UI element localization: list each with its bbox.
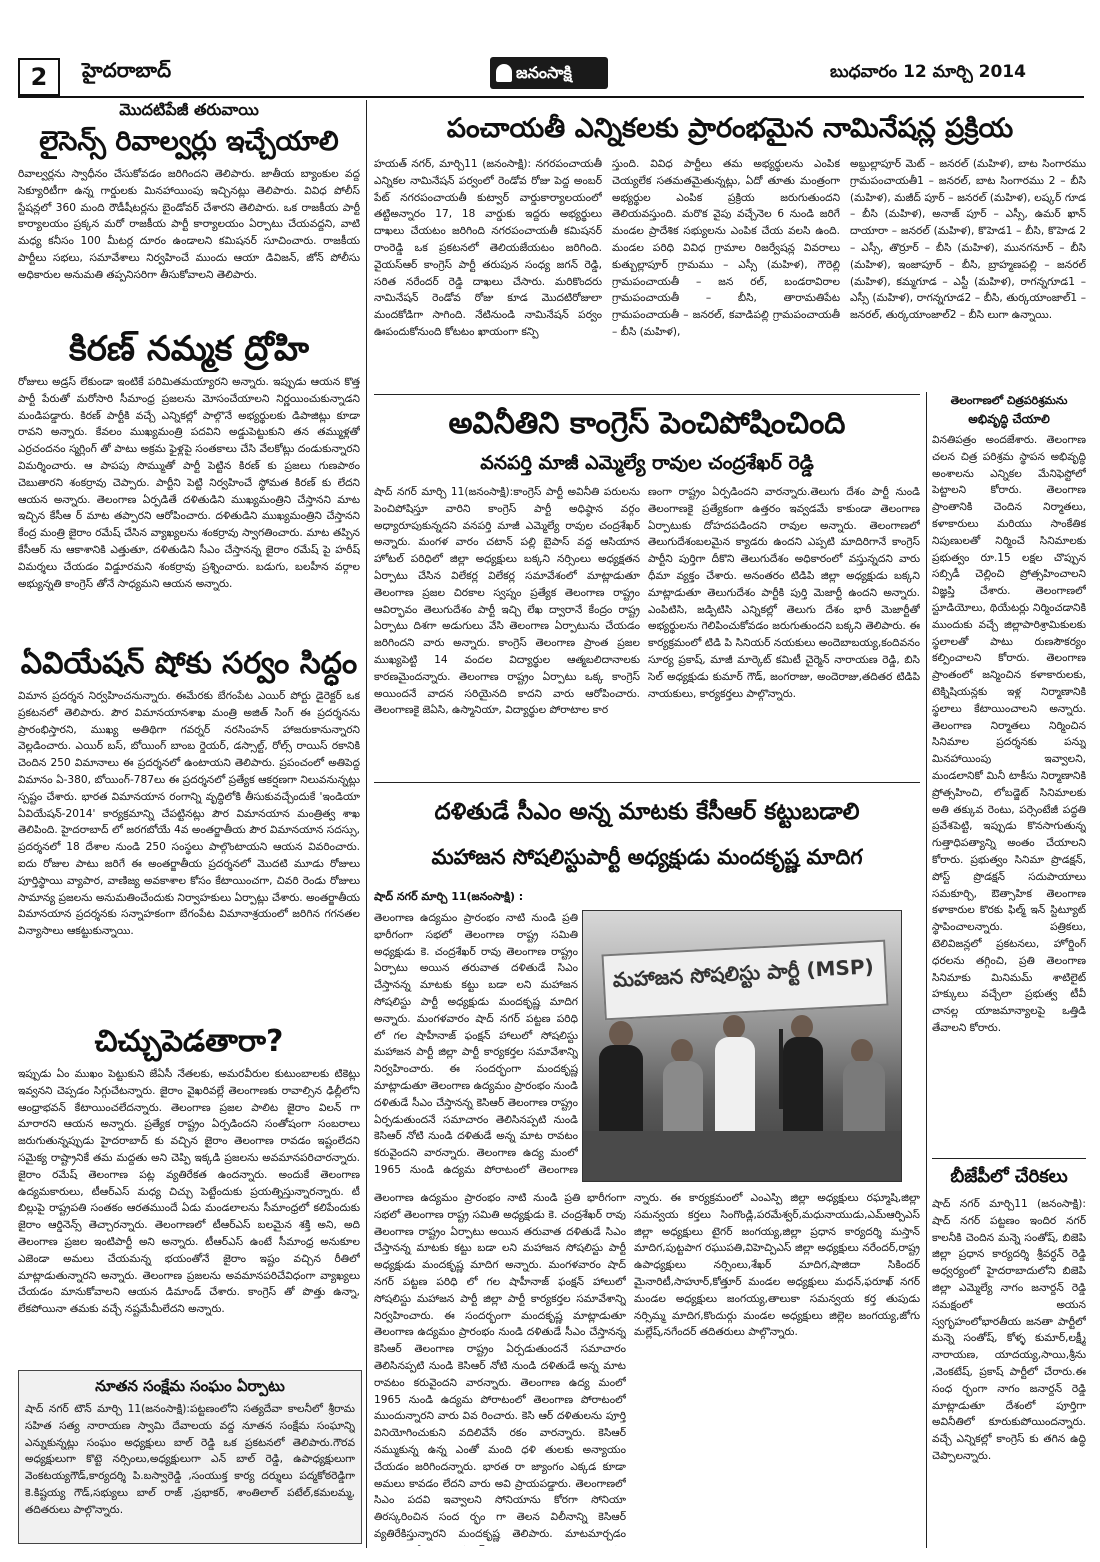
headline-cinema: అభివృద్ధి చేయాలి [968, 412, 1050, 426]
article-avineethi-col2: ణంగా రాష్ట్రం ఏర్పడిందని వారన్నారు.తెలుగు దేశం పార్టీ నుండి తెలంగాణకై ప్రత్యేకంగా ఉత్తరం ఇవ్వడమే కాకుండా తెలంగాణ ఏర్పాటుకు దోహదపడిందని రావుల అన్నారు. తెలంగాణలో తెలుగుదేశంబలమైన క్యాడరు ఉందని ఎప్పటి మాదిరిగానే కాంగ్రెస్ పార్టీని పుర్తిగా దీకొని తెలుగుదేశం అధికారంలో వస్తున్నదని వారు ధీమా వ్యక్తం చేశారు. అనంతరం టిడిపి జిల్లా అధ్యక్షుడు బక్కని మాట్లాడుతూ తెలుగుదేశం పార్టీకి పుర్తి మెజార్టీ ఉందని అన్నారు. ఎంపిటిసి, జడ్పిటిసి ఎన్నికల్లో తెలుగు దేశం భారీ మెజార్టీతో అభ్యర్థులను గెలిపించుకోవడం జరుగుతుందని బక్కని తెలిపారు. ఈ కార్యక్రమంలో టిడి పి సినియర్ నయకులు అందెబాబయ్య,కందివనం సూర్య ప్రకాష్, మాజీ మార్కెట్ కమిటీ చైర్మెన్ నారాయణ రెడ్డి, బిసి సెల్ అధ్యక్షుడు కుమార్ గౌడ్, జంగరాజు, అందెరాజు,తదితర టిడిపి నాయకులు, కార్యకర్తలు పాల్గొన్నారు. [648, 486, 920, 700]
article-cinema: వినతిపత్రం అందజేశారు. తెలంగాణ చలన చిత్ర పరిశ్రమ స్థాపన అభివృద్ధి అంశాలను ఎన్నికల మేనిఫెస్టోలో పెట్టాలని కోరారు. తెలంగాణ ప్రాంతానికి చెందిన నిర్మాతలు, కళాకారులు మరియు సాంకేతిక నిపుణులతో నిర్మించే సినిమాలకు ప్రభుత్వం రూ.15 లక్షల చొప్పున సబ్సిడీ చెల్లించి ప్రోత్సహించాలని విజ్ఞప్తి చేశారు. తెలంగాణలో స్టూడియోలు, థియేటర్లు నిర్మించడానికి ముందుకు వచ్చే జిల్లాపారిశ్రామికులకు స్థలాలతో పాటు రుణసౌకర్యం కల్పించాలని కోరారు. తెలంగాణ ప్రాంతంలో జన్మించిన కళాకారులకు, టెక్నిషియన్లకు ఇళ్ల నిర్మాణానికి స్థలాలు కేటాయించాలని అన్నారు. తెలంగాణ నిర్మాతలు నిర్మించిన సినిమాల ప్రదర్శనకు పన్ను మినహాయింపు ఇవ్వాలని, మండలానికో మినీ టాకీసు నిర్మాణానికి ప్రోత్సహించి, లోబడ్జెట్ సినిమాలకు అతి తక్కువ రెంటు, పర్సెంటేజీ పద్ధతి ప్రవేశపెట్టి, ఇప్పుడు కొనసాగుతున్న గుత్తాధిపత్యాన్ని అంతం చేయాలని కోరారు. ప్రభుత్వం సినిమా ప్రొడక్షన్, పోస్ట్ ప్రొడక్షన్ సదుపాయాలు సమకూర్చి, ఔత్సాహిక తెలంగాణ కళాకారుల కొరకు ఫిల్మ్ ఇన్ స్టిట్యూట్ స్థాపించాలన్నారు. పత్రికలు, టెలివిజన్లలో ప్రకటనలు, హోర్డింగ్ ధరలను తగ్గించి, ప్రతి తెలంగాణ సినిమాకు మినిమమ్ శాటిలైట్ హక్కులు వచ్చేలా ప్రభుత్వ టీవీ చానల్ల యాజమాన్యాలపై ఒత్తిడి తేవాలని కోరారు. [932, 434, 1086, 1034]
subhead-dalit: మహాజన సోషలిస్టుపార్టీ అధ్యక్షుడు మందకృష్ణ మాదిగ [431, 845, 863, 869]
stage-table [583, 1131, 901, 1181]
person [663, 1061, 703, 1135]
welfare-box [18, 1370, 362, 1544]
article-licence: రివాల్వర్లను స్వాధీనం చేసుకోవడం జరిగిందని తెలిపారు. జాతీయ బ్యాంకుల వద్ద సెక్యూరిటీగా ఉన్న గార్డులకు మినహాయింపు ఇచ్చినట్లు తెలిపారు. వివిధ పోలీస్ స్టేషన్లలో 360 మంది రౌడీషీటర్లను బైండోవర్ చేశారని తెలిపారు. ఒక రాజకీయ పార్టీ కార్యాలయం ప్రక్కన మరో రాజకీయ పార్టీ కార్యాలయం ఏర్పాటు చేయవద్దని, వాటి మధ్య కనీసం 100 మీటర్ల దూరం ఉండాలని కమిషనర్ సూచించారు. రాజకీయ పార్టీలు సభలు, సమావేశాలు నిర్వహించే ముందు ఆయా డివిజన్, జోన్ పోలీసు అధికారుల అనుమతి తప్పనిసరిగా తీసుకోవాలని తెలిపారు. [18, 168, 360, 281]
subhead-avineethi: వనపర్తి మాజీ ఎమ్మెల్యే రావుల చంద్రశేఖర్ రెడ్డి [480, 452, 814, 474]
article-bjp: షాద్ నగర్ మార్చి11 (జనంసాక్షి): షాద్ నగర్ పట్టణం ఇందిర నగర్ కాలనీకి చెందిన మన్నె సంతోష్, బిజెపి జిల్లా ప్రధాన కార్యదర్శి శ్రీవర్ధన్ రెడ్డి అధ్వర్యంలో హైదరాబాదులోని బిజెపి జిల్లా ఎమ్మెల్యే నాగం జనార్దన్ రెడ్డి సమక్షంలో అయన స్వగృహంలోభారతీయ జనతా పార్టీలో మన్నె సంతోష్, కోళ్ళ కుమార్,లక్ష్మీ నారాయణ, యాదయ్య,సాయి,శ్రీను ,వెంకటేష్, ప్రకాష్ పార్టీలో చేరారు.ఈ సంధ ర్భంగా నాగం జనార్దన్ రెడ్డి మాట్లాడుతూ దేశంలో పూర్తిగా అవినీతిలో కూరుకుపోయిందన్నారు. వచ్చే ఎన్నికల్లో కాంగ్రెస్ కు తగిన ఉద్ధి చెప్పాలన్నారు. [932, 1198, 1086, 1462]
headline-aviation: ఏవియేషన్ షోకు సర్వం సిద్ధం [20, 646, 358, 681]
person [715, 1037, 755, 1135]
person-head [609, 1021, 633, 1047]
article-aviation: విమాన ప్రదర్శన నిర్వహించనున్నారు. ఈమేరకు బేగంపేట ఎయిర్ పోర్టు డైరెక్టర్ ఒక ప్రకటనలో తెలిపారు. పౌర విమానయానశాఖ మంత్రి అజిత్ సింగ్ ఈ ప్రదర్శనను ప్రారంభిస్తారని, ముఖ్య అతిథిగా గవర్నర్ నరసింహన్ హాజరుకానున్నారని వెల్లడించారు. ఎయిర్ బస్, బోయింగ్ బాంబ ర్డెయర్, డస్సాల్ట్, రోల్స్ రాయిస్ రకానికి చెందిన 250 విమానాలు ఈ ప్రదర్శనలో ఉంటాయని తెలిపారు. ప్రపంచంలో అతిపెద్ద విమానం ఏ-380, బోయింగ్-787లు ఈ ప్రదర్శనలో ప్రత్యేక ఆకర్షణగా నిలువనున్నట్లు స్పష్టం చేశారు. భారత విమానయాన రంగాన్ని వృద్ధిలోకి తీసుకువచ్చేందుకే 'ఇండియా ఏవియేషన్-2014' కార్యక్రమాన్ని చేపట్టినట్లు పౌర విమానయాన మంత్రిత్వ శాఖ తెలిపింది. హైదరాబాద్ లో జరగబోయే 4వ అంతర్జాతీయ పౌర విమానయాన సదస్సు, ప్రదర్శనలో 18 దేశాల నుండి 250 సంస్థలు పాల్గొంటాయని ఆయన వివరించారు. ఐదు రోజుల పాటు జరిగే ఈ అంతర్జాతీయ ప్రదర్శనలో మొదటి మూడు రోజులు పూర్తిస్థాయి వ్యాపార, వాణిజ్య అవకాశాల కోసం కేటాయించగా, చివరి రెండు రోజులు సామాన్య ప్రజలను అనుమతించేందుకు నిర్వాహకులు ఏర్పాట్లు చేశారు. అంతర్జాతీయ విమానయాన ప్రదర్శనకు సన్నాహకంగా బేగంపేట విమానాశ్రయంలో జరిగిన గగనతల విన్యాసాలు ఆకట్టుకున్నాయి. [18, 690, 360, 938]
divider [374, 782, 920, 783]
column-divider [366, 100, 367, 1548]
photo-banner-text: మహాజన సోషలిస్టు పార్టీ (MSP) [612, 954, 875, 992]
masthead-rule [18, 96, 1084, 98]
logo-icon [496, 64, 512, 82]
article-panchayat-col1: హయత్ నగర్, మార్చి11 (జనంసాక్షి): నగరపంచాయతీ ఎన్నికల నామినేషన్ పర్వంలో రెండోవ రోజు పెద్ద అంబర్ పేట్ నగరపంచాయతీ కుట్వార్ వార్డుకార్యాలయంలో తట్టిఅన్నారం 17, 18 వార్డుకు ఇద్దరు అభ్యర్థులు దాఖలు చేయటం జరిగింది నగరపంచాయతీ కమిషనర్ రాంరెడ్డి ఒక ప్రకటనలో తెలియజేయటం జరిగింది. వైయస్ఆర్ కాంగ్రెస్ పార్టీ తరుపున సంధ్య జగన్ రెడ్డి, సరిత నరేందర్ రెడ్డి దాఖలు చేసారు. మరికొందరు నామినేషన్ రెండోవ రోజు కూడ మొదటిరోజులా మందకోడిగా సాగింది. నేటినుండి నామినేషన్ పర్వం ఊపందుకోనుంది కోటటం ఖాయంగా కన్పి [374, 158, 602, 338]
headline-licence: లైసెన్స్ రివాల్వర్లు ఇచ్చేయాలి [39, 126, 339, 157]
city-name: హైదరాబాద్ [82, 58, 172, 82]
article-welfare: షాద్ నగర్ టౌన్ మార్చి 11(జనంసాక్షి):పట్టణంలోని సత్యదేవా కాలనీలో శ్రీరామ సహిత సత్య నారాయణ స్వామి దేవాలయ వద్ద నూతన సంక్షేమ సంఘాన్ని ఎన్నుకున్నట్లు సంఘం అధ్యక్షులు బాల్ రెడ్డి ఒక ప్రకటనలో తెలిపారు.గౌరవ అధ్యక్షులుగా కొట్టె నర్సింలు,అధ్యక్షులుగా ఎన్ బాల్ రెడ్డి, ఉపాధ్యక్షులుగా వెంకటయ్యగౌడ్,కార్యదర్శి పి.బస్వారెడ్డి ,సంయుక్త కార్య దర్శులు పద్మకోఠరెడ్డిగా కె.కిష్టయ్య గౌడ్,సభ్యులు బాల్ రాజ్ ,ప్రభాకర్, శాంతిలాల్ పటేల్,కమలమ్మ, తదితరులు పాల్గొన్నారు. [25, 1403, 355, 1516]
article-dalit-col2: తెలంగాణ ఉద్యమం ప్రారంభం నాటి నుండి ప్రతి భారీగంగా సభలో తెలంగాణ రాష్ట్ర సమితి అధ్యక్షుడు కె. చంద్రశేఖర్ రావు తెలంగాణ రాష్ట్రం ఏర్పాటు అయిన తరువాత దళితుడే సిఎం చేస్తానన్న మాటకు కట్టు బడా లని మహాజన సోషలిస్టు పార్టీ అధ్యక్షుడు మందకృష్ణ మాదిగ అన్నారు. మంగళవారం షాద్ నగర్ పట్టణ పరిధి లో గల షాహీనాజ్ ఫంక్షన్ హాలులో సోషలిస్టు మహాజన పార్టీ జిల్లా పార్టీ కార్యకర్తల సమావేశాన్ని నిర్వహించారు. ఈ సందర్భంగా మందకృష్ణ మాట్లాడుతూ తెలంగాణ ఉద్యమం ప్రారంభం నుండి దళితుడే సీఎం చేస్తానన్న కెసిఆర్ తెలంగాణ రాష్ట్రం ఏర్పడుతుందనే సమాచారం తెలిసినప్పటి నుండి కెసిఆర్ నోటి నుండి దళితుడే అన్న మాట రావటం కరువైందని వారన్నారు. తెలంగాణ ఉద్య మంలో 1965 నుండి ఉద్యమ పోరాటంలో తెలంగాణ పోరాటంలో ముందున్నారని వారు వివ రించారు. కెసి ఆర్ దళితులను పూర్తి వినియోగించుకుని వదిలివేసే రకం వారన్నారు. కెసిఆర్ నమ్ముకున్న ఉన్న ఎంతో మంది ధళి తులకు అన్యాయం చేయడం జరిగిందన్నారు. భారత రా జ్యాంగం ఎక్కడ కూడా అమలు కావడం లేదని వారు అవి ప్రాయపడ్డారు. తెలంగాణలో సిఎం పదవి ఇవ్వాలని సోనియాను కోరగా సోనియా తిరస్కరించిన సంద ర్భం గా తెలన విలీనాన్ని కెసిఆర్ వ్యతిరేకిస్తున్నారని మందకృష్ణ తెలిపారు. మాటమార్చడం [374, 1192, 626, 1540]
article-dalit-col3: న్నారు. ఈ కార్యక్రమంలో ఎంఎస్పి జిల్లా అధ్యక్షులు రఘ్మాషి,జిల్లా సమన్వయ కర్తలు సింగొండ్లి,పరమేశ్వర్,మధునాయుడు,ఎమ్ఆర్పిఎస్ జిల్లా అధ్యక్షులు టైగర్ జంగయ్య,జిల్లా ప్రధాన కార్యదర్శి మస్తాన్ మాదిగ,పుట్టపాగ రఘుపతి,విహెచ్పిఎస్ జిల్లా అధ్యక్షులు నరేందర్,రాష్ట్ర ఉపాధ్యక్షులు నర్సింలు,శేఖర్ మాదిగ,షాజిదా సికిందర్ మైనారిటీ,సాహూర్,కోత్తూర్ మండల అధ్యక్షులు మధన్,ఫరూఖ్ నగర్ మండల అధ్యక్షులు జంగయ్య,తాలుకా సమన్వయ కర్త తుపుడు నర్సిమ్మ మాదిగ,కొందుర్గు మండల అధ్యక్షులు జిల్లెల జంగయ్య,జోగు మల్లేష్,నగేందర్ తదితరులు పాల్గొన్నారు. [634, 1192, 920, 1339]
divider [932, 1158, 1086, 1159]
paper-logo [490, 57, 608, 89]
headline-bjp: బీజేపీలో చేరికలు [950, 1166, 1068, 1187]
person [843, 1061, 885, 1135]
person [599, 1045, 643, 1135]
article-avineethi-col1: షాద్ నగర్ మార్చి 11(జనంసాక్షి):కాంగ్రెస్ పార్టీ అవినీతి పరులను పెంచిపోషిస్తూ వారిని కాంగ్రెస్ పార్టీ అధిష్ఠాన వర్గం అధ్యారూపుకున్నదని వనపర్తి మాజీ ఎమ్మెల్యే రావుల చంద్రశేఖర్ అన్నారు. మంగళ వారం చటాన్ పల్లి బైపాస్ వద్ద ఆసియాన హోటల్ పరిధిలో జిల్లా అధ్యక్షులు బక్కని నర్సింలు అధ్యక్షతన ఏర్పాటు చేసిన విలేకర్ల విలేకర్ల సమావేశంలో మాట్లాడుతూ తెలంగాణ ప్రజల చిరకాల స్వప్నం ప్రత్యేక తెలంగాణ రాష్ట్రం ఆవిర్భావం తెలుగుదేశం పార్టీ ఇచ్చి లేఖ ద్వారానే కేంద్రం రాష్ట్ర ఏర్పాటు దిశగా అడుగులు వేసి తెలంగాణ ఏర్పాటును చేయడం జరిగిందని వారు అన్నారు. కాంగ్రెస్ తెలంగాణ ప్రాంత ప్రజల ముఖ్యపెట్టి 14 వందల విద్యార్థుల ఆత్మబలిదానాలకు కారణమైందన్నారు. తెలంగాణ రాష్ట్రం ఏర్పాటు ఒక్క కాంగ్రెస్ అయిందనే వాదన సరియైనది కాదని వారు ఆరోపించారు. తెలంగాణకై జెఏసి, ఉస్మానియా, విద్యార్థుల పోరాటాల కార [374, 486, 640, 717]
person-head [671, 1039, 693, 1063]
page-number: 2 [18, 58, 60, 96]
headline-avineethi: అవినీతిని కాంగ్రెస్ పెంచిపోషించింది [448, 406, 846, 441]
issue-date: బుధవారం 12 మార్చి 2014 [830, 62, 1026, 82]
msp-meeting-photo [582, 910, 902, 1182]
dalit-dateline: షాద్ నగర్ మార్చి 11(జనంసాక్షి) : [374, 890, 524, 903]
person-head [851, 1039, 873, 1063]
headline-welfare: నూతన సంక్షేమ సంఘం ఏర్పాటు [95, 1377, 285, 1395]
kicker-cinema: తెలంగాణలో చిత్రపరిశ్రమను [950, 394, 1068, 407]
column-divider [926, 392, 927, 1548]
article-panchayat-col3: అబ్దుల్లాపూర్ మెట్ – జనరల్ (మహిళ), బాట సింగారము గ్రామపంచాయతీ1 – జనరల్, బాట సింగారము 2 – బీసి (మహిళ), మజీద్ పూర్ – జనరల్ (మహిళ), లష్కర్ గూడ – బీసి (మహిళ), అనాజ్ పూర్ – ఎస్సీ, ఉమర్ ఖాన్ దాయారా – జనరల్ (మహిళ), కొహెడ1 – బీసి, కొహెడ 2 – ఎస్సీ, తొర్రూర్ – బీసి (మహిళ), మునగనూర్ – బీసి (మహిళ), ఇంజాపూర్ – బీసి, బ్రాహ్మణపల్లి – జనరల్ (మహిళ), కమ్మగూడ – ఎస్టీ (మహిళ), రాగన్నగూడ1 – ఎస్సీ (మహిళ), రాగన్నగూడ2 – బీసి, తుర్కయాంజాల్1 – జనరల్, తుర్కయాంజాల్2 – బీసి లుగా ఉన్నాయి. [850, 158, 1086, 322]
paper-name: జనంసాక్షి [516, 63, 572, 82]
article-dalit-col1: తెలంగాణ ఉద్యమం ప్రారంభం నాటి నుండి ప్రతి భారీగంగా సభలో తెలంగాణ రాష్ట్ర సమితి అధ్యక్షుడు కె. చంద్రశేఖర్ రావు తెలంగాణ రాష్ట్రం ఏర్పాటు అయిన తరువాత దళితుడే సిఎం చేస్తానన్న మాటకు కట్టు బడా లని మహాజన సోషలిస్టు పార్టీ అధ్యక్షుడు మందకృష్ణ మాదిగ అన్నారు. మంగళవారం షాద్ నగర్ పట్టణ పరిధి లో గల షాహీనాజ్ ఫంక్షన్ హాలులో సోషలిస్టు మహాజన పార్టీ జిల్లా పార్టీ కార్యకర్తల సమావేశాన్ని నిర్వహించారు. ఈ సందర్భంగా మందకృష్ణ మాట్లాడుతూ తెలంగాణ ఉద్యమం ప్రారంభం నుండి దళితుడే సీఎం చేస్తానన్న కెసిఆర్ తెలంగాణ రాష్ట్రం ఏర్పడుతుందనే సమాచారం తెలిసినప్పటి నుండి కెసిఆర్ నోటి నుండి దళితుడే అన్న మాట రావటం కరువైందని వారన్నారు. తెలంగాణ ఉద్య మంలో 1965 నుండి ఉద్యమ పోరాటంలో తెలంగాణ [374, 912, 578, 1176]
photo-banner [601, 940, 888, 1021]
kicker-continued: మొదటిపేజీ తరువాయి [119, 100, 259, 119]
headline-dalit: దళితుడే సీఎం అన్న మాటకు కేసీఆర్ కట్టుబడాలి [434, 799, 860, 825]
person-head [791, 1015, 813, 1039]
headline-kiran: కిరణ్ నమ్మక ద్రోహి [69, 329, 309, 369]
headline-panchayat: పంచాయతీ ఎన్నికలకు ప్రారంభమైన నామినేషన్ల ప్రక్రియ [446, 113, 1014, 144]
person-head [723, 1015, 745, 1039]
article-kiran: రోజులు అడ్రస్ లేకుండా ఇంటికే పరిమితమయ్యారని అన్నారు. ఇప్పుడు ఆయన కొత్త పార్టీ పేరుతో మరోసారి సీమాంధ్ర ప్రజలను మోసంచేయాలని నిర్ణయించుకున్నాడని మండిపడ్డారు. కిరణ్ పార్టీకి వచ్చే ఎన్నికల్లో పాల్గొనే అభ్యర్థులకు డిపాజిట్లు కూడా రావని అన్నారు. కేవలం ముఖ్యమంత్రి పదవిని అడ్డుపెట్టుకుని తన తమ్ముళ్లతో ఎర్రచందనం స్మగ్లింగ్ తో పాటు అక్రమ ఫైళ్లపై సంతకాలు చేసి వేలకోట్లు దండుకున్నారని విమర్శించారు. ఆ పాపపు సొమ్ముతో పార్టీ పెట్టిన కిరణ్ కు ప్రజలు గుణపాఠం చెబుతారని శంకర్రావు చెప్పారు. పార్టీని పెట్టి నిర్వహించే స్థోమత కిరణ్ కు లేదని ఆయన అన్నారు. తెలంగాణ ఏర్పడితే దళితుడిని ముఖ్యమంత్రిని చేస్తానని మాట ఇచ్చిన కేసీఆ ర్ మాట తప్పారని ఆరోపించారు. దళితుడిని ముఖ్యమంత్రిని చేస్తానని కేంద్ర మంత్రి జైరాం రమేష్ చేసిన వ్యాఖ్యలను శంకర్రావు స్వాగతించారు. మాట తప్పిన కేసీఆర్ ను ఆకాశానికి ఎత్తుతూ, దళితుడిని సీఎం చేస్తానన్న జైరాం రమేష్ పై హరీష్ విమర్శలు చేయడం విడ్డూరమని శంకర్రావు ప్రశ్నించారు. బడుగు, బలహీన వర్గాల అభ్యున్నతి కాంగ్రెస్ తోనే సాధ్యమని ఆయన అన్నారు. [18, 376, 360, 590]
divider [374, 394, 920, 395]
article-chichu: ఇప్పుడు ఏం ముఖం పెట్టుకుని జేఏసీ నేతలకు, అమరవీరుల కుటుంబాలకు టికెట్లు ఇవ్వనని చెప్పడం సిగ్గుచేటన్నారు. జైరాం వైఖరివల్లే తెలంగాణకు రావాల్సిన ఢిల్లీలోని ఆంధ్రాభవన్ కేటాయించలేదన్నారు. తెలంగాణ ప్రజల పాలిట జైరాం విలన్ గా మారారని ఆయన అన్నారు. ప్రత్యేక రాష్ట్రం ఏర్పడిందని సంతోషంగా సంబరాలు జరుగుతున్నప్పుడు హైదరాబాద్ కు వచ్చిన జైరాం తెలంగాణ రావడం ఇష్టంలేదని సమైక్య రాష్ట్రానికే తమ మద్దతు అని చెప్పి ఇక్కడి ప్రజలను అవమానపరిచారన్నారు. జైరాం రమేష్ తెలంగాణ పట్ల వ్యతిరేకత ఉందన్నారు. అందుకే తెలంగాణ ఉద్యమకారులు, టీఆర్ఎస్ మధ్య చిచ్చు పెట్టేందుకు ప్రయత్నిస్తున్నారన్నారు. టీ బిల్లుపై రాష్ట్రపతి సంతకం ఆరతముందే ఏడు మండలాలను సీమాంధ్రలో కలిపేందుకు జైరాం ఆర్డినెన్స్ తెచ్చారన్నారు. తెలంగాణలో టీఆర్ఎస్ బలమైన శక్తి అని, అది తెలంగాణ ప్రజల ఇంటిపార్టీ అని అన్నారు. టీఆర్ఎస్ ఉంటే సీమాంధ్ర అనుకూల ఎజెండా అమలు చేయమన్న భయంతోనే జైరాం ఇష్టం వచ్చిన రీతిలో మాట్లాడుతున్నారని అన్నారు. తెలంగాణ ప్రజలను అవమానపరిచేవిధంగా వ్యాఖ్యలు చేయడం మానుకోవాలని ఆయన డిమాండ్ చేశారు. కాంగ్రెస్ తో పొత్తు ఉన్నా, లేకపోయినా తమకు వచ్చే నష్టమేమీలేదని అన్నారు. [18, 1068, 360, 1316]
headline-chichu: చిచ్చుపెడతారా? [94, 1024, 284, 1059]
article-panchayat-col2: స్తుంది. వివిధ పార్టీలు తమ అభ్యర్థులను ఎంపిక చెయ్యలేక సతమతమైతున్నట్లు, ఏదో తూతు మంత్రంగా అభ్యర్థుల ఎంపిక ప్రక్రియ జరుగుతుందని తెలియవస్తుంది. మరొక వైపు వచ్చేనెల 6 నుండి జరిగే మండల ప్రాదేశిక సభ్యులను ఎంపిక చేయ వలసి ఉంది. మండల పరిధి వివిధ గ్రామాల రిజర్వేషన్ల వివరాలు కుత్బుల్లాపూర్ గ్రామము – ఎస్సీ (మహిళ), గౌరెల్లి గ్రామపంచాయతీ – జన రల్, బండరావిరాల గ్రామపంచాయతీ – బీసి, తారామతిపేట గ్రామపంచాయతీ – జనరల్, కవాడిపల్లి గ్రామపంచాయతీ – బీసి (మహిళ), [612, 158, 840, 338]
person [783, 1037, 823, 1135]
